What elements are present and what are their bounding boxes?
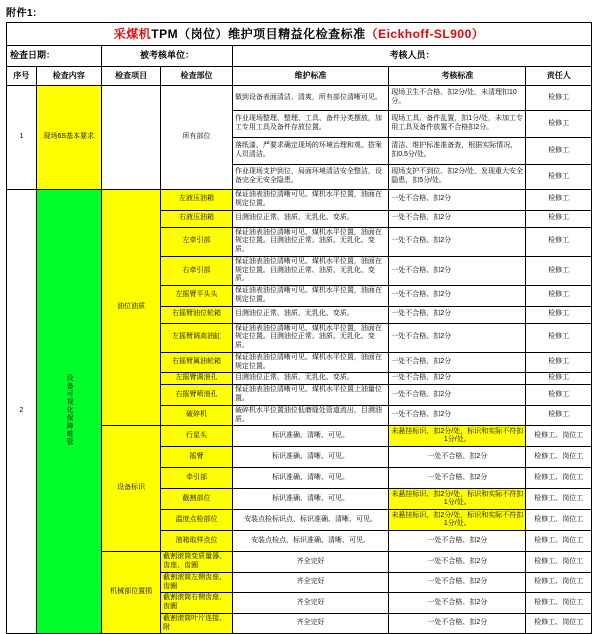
row2-g1-std-4: 保证油表油位清晰可见、煤机水平位置，油面在规定位置。目测油位正常、油质、无乳化、变质。	[232, 256, 388, 285]
row2-g1-crit-6: 一处不合格、扣2分	[389, 306, 526, 323]
row2-g1-std-9: 目测油位正常、油质、无乳化、变质。	[232, 373, 388, 385]
row2-g3-std-3: 齐全完好	[232, 593, 388, 614]
row2-g1-crit-1: 一处不合格、扣2分	[389, 190, 526, 211]
row2-g2-std-4: 标识准确、清晰、可见。	[232, 489, 388, 510]
row2-content	[36, 190, 101, 634]
row2-g1-owner-7: 检修工	[526, 323, 592, 352]
row2-g2-owner-2: 检修工、岗位工	[526, 447, 592, 468]
col-part: 检查部位	[161, 67, 233, 86]
row2-g1-part-4: 右牵引部	[161, 256, 233, 285]
row2-g3-crit-4: 一处不合格、扣2分	[389, 613, 526, 634]
row1-crit-1: 现场卫生不合格、扣2分/处，未清理扣10分。	[389, 86, 526, 111]
row2-g1-part-9: 左摇臂调油孔	[161, 373, 233, 385]
row2-g3-part-2: 截割滚筒左侧齿座、齿圈	[161, 572, 233, 593]
row1-crit-2: 现场工具、备件乱置，扣1分/处，未加工专用工具及备件放置不合格扣2分。	[389, 111, 526, 138]
row1-std-1: 做到设备表面清洁、清爽，所有部位清晰可见。	[232, 86, 388, 111]
row2-g1-owner-10: 检修工	[526, 385, 592, 406]
row2-g2-owner-3: 检修工、岗位工	[526, 468, 592, 489]
row2-g2-part-5: 温度点检部位	[161, 510, 233, 531]
date-label: 检查日期：	[7, 46, 102, 67]
row2-g2-part-3: 牵引部	[161, 468, 233, 489]
row2-g1-part-6: 右摇臂油位轮箱	[161, 306, 233, 323]
row2-group-3-item: 机械部位置损	[102, 552, 161, 634]
row2-g1-owner-6: 检修工	[526, 306, 592, 323]
row2-g1-crit-4: 一处不合格、扣2分	[389, 256, 526, 285]
column-header-row	[7, 67, 592, 86]
row2-g1-crit-7: 一处不合格、扣2分	[389, 323, 526, 352]
row1-part: 所有部位	[161, 86, 233, 190]
row2-g2-owner-5: 检修工、岗位工	[526, 510, 592, 531]
row2-g3-owner-4: 检修工、岗位工	[526, 613, 592, 634]
row2-g1-owner-1: 检修工	[526, 190, 592, 211]
unit-label: 被考核单位：	[102, 46, 233, 67]
title-black-middle: TPM（岗位）维护项目精益化检查标准	[151, 26, 366, 41]
row2-g1-part-2: 右液压油箱	[161, 210, 233, 227]
row2-g2-crit-3: 一处不合格、扣2分	[389, 468, 526, 489]
row2-g1-std-11: 破碎机水平位置油位低磨缝处管道流出，目测油质。	[232, 405, 388, 426]
row2-g1-std-1: 保证油表油位清晰可见、煤机水平位置，油面在规定位置。	[232, 190, 388, 211]
row2-g3-owner-1: 检修工、岗位工	[526, 552, 592, 573]
row2-g2-crit-4: 未悬挂标识、扣2分/处，标识和实际不符扣1分/处。	[389, 489, 526, 510]
row2-g1-part-5: 左摇臂平头头	[161, 286, 233, 307]
row2-g1-std-8: 保证油表油位清晰可见、煤机水平位置，油面在规定位置。	[232, 352, 388, 373]
row2-g1-owner-2: 检修工	[526, 210, 592, 227]
row2-no: 2	[7, 190, 37, 634]
row1-std-4: 作业现场支护到位，局面环境清洁安全整洁，设备完全无安全隐患。	[232, 165, 388, 190]
row2-g2-owner-4: 检修工、岗位工	[526, 489, 592, 510]
row2-g2-owner-1: 检修工、岗位工	[526, 426, 592, 447]
row2-g1-part-8: 右摇臂属油轮箱	[161, 352, 233, 373]
row2-g1-std-6: 目测油位正常、油质、无乳化、变质。	[232, 306, 388, 323]
row2-g1-owner-9: 检修工	[526, 373, 592, 385]
title-red-prefix: 采煤机	[113, 26, 152, 41]
table-row	[7, 190, 592, 211]
row2-g1-std-10: 保证油表油位清晰可见、煤机水平位置上油量位置。	[232, 385, 388, 406]
row2-g1-crit-3: 一处不合格、扣2分	[389, 227, 526, 256]
row1-owner-1: 检修工	[526, 86, 592, 111]
row2-g2-owner-6: 检修工、岗位工	[526, 531, 592, 552]
row2-g1-std-5: 保证油表油位清晰可见、煤机水平位置，油面在规定位置。	[232, 286, 388, 307]
col-no: 序号	[7, 67, 37, 86]
row2-g1-std-3: 保证油表油位清晰可见、煤机水平位置，油面在规定位置。目测油位正常、油质、无乳化、变质。	[232, 227, 388, 256]
attachment-label: 附件1:	[6, 8, 37, 19]
row2-g3-crit-2: 一处不合格、扣2分	[389, 572, 526, 593]
col-item: 检查项目	[102, 67, 161, 86]
row2-g1-std-7: 保证油表油位清晰可见、煤机水平位置，油面在规定位置。目测油位正常、油质、无乳化、变质。	[232, 323, 388, 352]
row2-g3-std-1: 齐全完好	[232, 552, 388, 573]
row1-no: 1	[7, 86, 37, 190]
row2-g2-std-1: 标识准确、清晰、可见。	[232, 426, 388, 447]
row2-g2-std-5: 安装点检标识点，标识准确、清晰、可见。	[232, 510, 388, 531]
row1-content: 现场6S基本要求	[36, 86, 101, 190]
title-row	[7, 23, 592, 46]
inspector-label: 考核人员：	[232, 46, 591, 67]
col-owner: 责任人	[526, 67, 592, 86]
row2-g2-crit-1: 未悬挂标识、扣2分/处，标识和实际不符扣1分/处。	[389, 426, 526, 447]
row1-owner-4: 检修工	[526, 165, 592, 190]
row1-owner-2: 检修工	[526, 111, 592, 138]
row2-g2-std-2: 标识准确、清晰、可见。	[232, 447, 388, 468]
row2-g3-crit-3: 一处不合格、扣2分	[389, 593, 526, 614]
inspection-standard-table	[6, 22, 592, 634]
row2-g3-part-4: 截割滚筒叶片连接、附	[161, 613, 233, 634]
table-row	[7, 86, 592, 111]
row2-g1-std-2: 目测油位正常、油质、无乳化、变质。	[232, 210, 388, 227]
row2-g2-std-6: 安装点检点，标识准确、清晰、可见。	[232, 531, 388, 552]
row2-g2-crit-5: 未悬挂标识、扣2分/处，标识和实际不符扣1分/处。	[389, 510, 526, 531]
row2-g1-crit-5: 一处不合格、扣2分	[389, 286, 526, 307]
row2-g3-crit-1: 一处不合格、扣2分	[389, 552, 526, 573]
row2-g1-owner-11: 检修工	[526, 405, 592, 426]
document-title	[7, 23, 592, 46]
row2-g2-crit-6: 一处不合格、扣2分	[389, 531, 526, 552]
row2-g1-part-10: 右摇臂喷油孔	[161, 385, 233, 406]
row2-g1-owner-4: 检修工	[526, 256, 592, 285]
row2-g1-crit-9: 一处不合格、扣2分	[389, 373, 526, 385]
row2-g2-part-1: 行星头	[161, 426, 233, 447]
row1-crit-3: 清洁、维护标准准备查，根据实际情况，扣0.5分/处。	[389, 138, 526, 165]
row2-g2-part-2: 摇臂	[161, 447, 233, 468]
row2-g3-part-3: 截割滚筒右侧齿座、齿圈	[161, 593, 233, 614]
row2-g2-part-6: 油箱取样点位	[161, 531, 233, 552]
row2-g1-owner-3: 检修工	[526, 227, 592, 256]
row2-g3-std-2: 齐全完好	[232, 572, 388, 593]
col-standard: 维护标准	[232, 67, 388, 86]
row1-owner-3: 检修工	[526, 138, 592, 165]
col-content: 检查内容	[36, 67, 101, 86]
row2-g1-owner-8: 检修工	[526, 352, 592, 373]
row2-g1-part-11: 破碎机	[161, 405, 233, 426]
row2-g1-part-3: 左牵引部	[161, 227, 233, 256]
title-red-suffix: （Eickhoff-SL900）	[365, 26, 485, 41]
meta-row	[7, 46, 592, 67]
row2-g1-crit-11: 一处不合格、扣2分	[389, 405, 526, 426]
row2-g2-std-3: 标识准确、清晰、可见。	[232, 468, 388, 489]
row2-g3-std-4: 齐全完好	[232, 613, 388, 634]
row2-group-2-item: 设备标识	[102, 426, 161, 552]
row1-std-2: 作业现场整理、整理、工具、备件分类摆放，加工专用工具及备件存放位置。	[232, 111, 388, 138]
row2-content-text: 设备可视化保障维管	[66, 373, 74, 446]
row2-g3-owner-3: 检修工、岗位工	[526, 593, 592, 614]
row2-g1-part-7: 左摇臂调高油缸	[161, 323, 233, 352]
row2-group-1-item: 油位油质	[102, 190, 161, 426]
row2-g2-part-4: 截割部位	[161, 489, 233, 510]
row2-g3-part-1: 截割滚筒变质量器、齿座、齿圈	[161, 552, 233, 573]
col-criteria: 考核标准	[389, 67, 526, 86]
row1-std-3: 落纸漆，严要求确定现场的环境治理和观、搭案人员清洁。	[232, 138, 388, 165]
row2-g1-crit-8: 一处不合格、扣2分	[389, 352, 526, 373]
row1-crit-4: 现场支护不到位、扣2分/处，发现重大安全隐患，扣5分/处。	[389, 165, 526, 190]
row2-g1-part-1: 左液压油箱	[161, 190, 233, 211]
row2-g3-owner-2: 检修工、岗位工	[526, 572, 592, 593]
row1-item	[102, 86, 161, 190]
row2-g1-crit-10: 一处不合格、扣2分	[389, 385, 526, 406]
row2-g2-crit-2: 一处不合格、扣2分	[389, 447, 526, 468]
row2-g1-crit-2: 一处不合格、扣2分	[389, 210, 526, 227]
row2-g1-owner-5: 检修工	[526, 286, 592, 307]
